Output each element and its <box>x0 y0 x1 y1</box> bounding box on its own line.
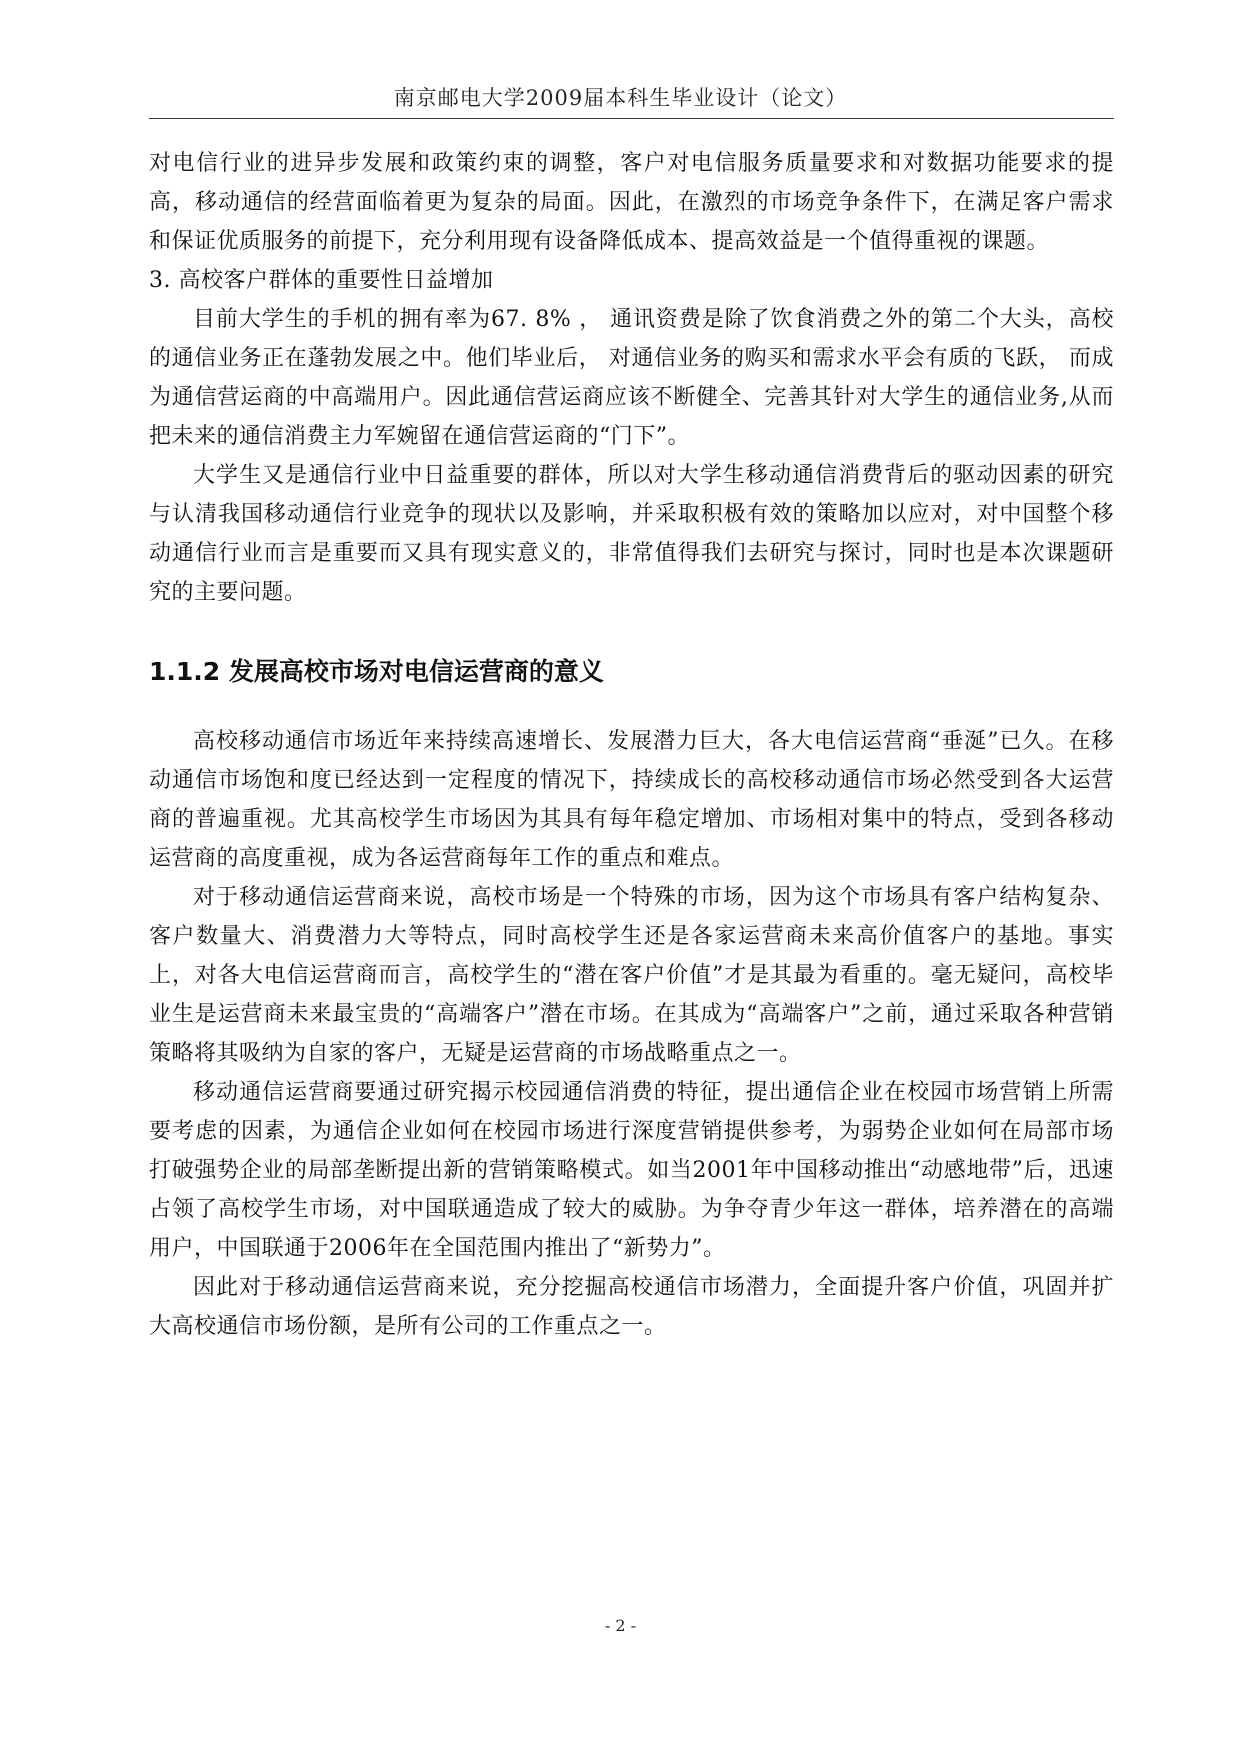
document-body <box>149 144 1114 1346</box>
page-header: 南京邮电大学2009届本科生毕业设计（论文） <box>393 86 848 110</box>
list-item-heading: 3. 高校客户群体的重要性日益增加 <box>149 268 494 293</box>
paragraph: 因此对于移动通信运营商来说，充分挖掘高校通信市场潜力，全面提升客户价值，巩固并扩大高校通信市场份额，是所有公司的工作重点之一。 <box>149 1275 1114 1339</box>
page-number: - 2 - <box>604 1616 637 1635</box>
paragraph: 对于移动通信运营商来说，高校市场是一个特殊的市场，因为这个市场具有客户结构复杂、客户数量大、消费潜力大等特点，同时高校学生还是各家运营商未来高价值客户的基地。事实上，对各大电信运营商而言，高校学生的“潜在客户价值”才是其最为看重的。毫无疑问，高校毕业生是运营商未来最宝贵的“高端客户”潜在市场。在其成为“高端客户”之前，通过采取各种营销策略将其吸纳为自家的客户，无疑是运营商的市场战略重点之一。 <box>149 885 1114 1066</box>
section-heading: 1.1.2 发展高校市场对电信运营商的意义 <box>149 657 604 686</box>
paragraph: 对电信行业的进异步发展和政策约束的调整，客户对电信服务质量要求和对数据功能要求的提高，移动通信的经营面临着更为复杂的局面。因此，在激烈的市场竞争条件下，在满足客户需求和保证优质服务的前提下，充分利用现有设备降低成本、提高效益是一个值得重视的课题。 <box>149 151 1114 254</box>
paragraph: 高校移动通信市场近年来持续高速增长、发展潜力巨大，各大电信运营商“垂涎”已久。在移动通信市场饱和度已经达到一定程度的情况下，持续成长的高校移动通信市场必然受到各大运营商的普遍重视。尤其高校学生市场因为其具有每年稳定增加、市场相对集中的特点，受到各移动运营商的高度重视，成为各运营商每年工作的重点和难点。 <box>149 729 1114 871</box>
paragraph: 移动通信运营商要通过研究揭示校园通信消费的特征，提出通信企业在校园市场营销上所需要考虑的因素，为通信企业如何在校园市场进行深度营销提供参考，为弱势企业如何在局部市场打破强势企业的局部垄断提出新的营销策略模式。如当2001年中国移动推出“动感地带”后，迅速占领了高校学生市场，对中国联通造成了较大的威胁。为争夺青少年这一群体，培养潜在的高端用户，中国联通于2006年在全国范围内推出了“新势力”。 <box>149 1080 1114 1261</box>
paragraph: 目前大学生的手机的拥有率为67. 8% ， 通讯资费是除了饮食消费之外的第二个大头，高校的通信业务正在蓬勃发展之中。他们毕业后， 对通信业务的购买和需求水平会有质的飞跃， 而成为通信营运商的中高端用户。因此通信营运商应该不断健全、完善其针对大学生的通信业务,从而把未来的通信消费主力军婉留在通信营运商的“门下”。 <box>149 307 1114 449</box>
header-divider <box>149 118 1114 119</box>
paragraph: 大学生又是通信行业中日益重要的群体，所以对大学生移动通信消费背后的驱动因素的研究与认清我国移动通信行业竞争的现状以及影响，并采取积极有效的策略加以应对，对中国整个移动通信行业而言是重要而又具有现实意义的，非常值得我们去研究与探讨，同时也是本次课题研究的主要问题。 <box>149 463 1114 605</box>
